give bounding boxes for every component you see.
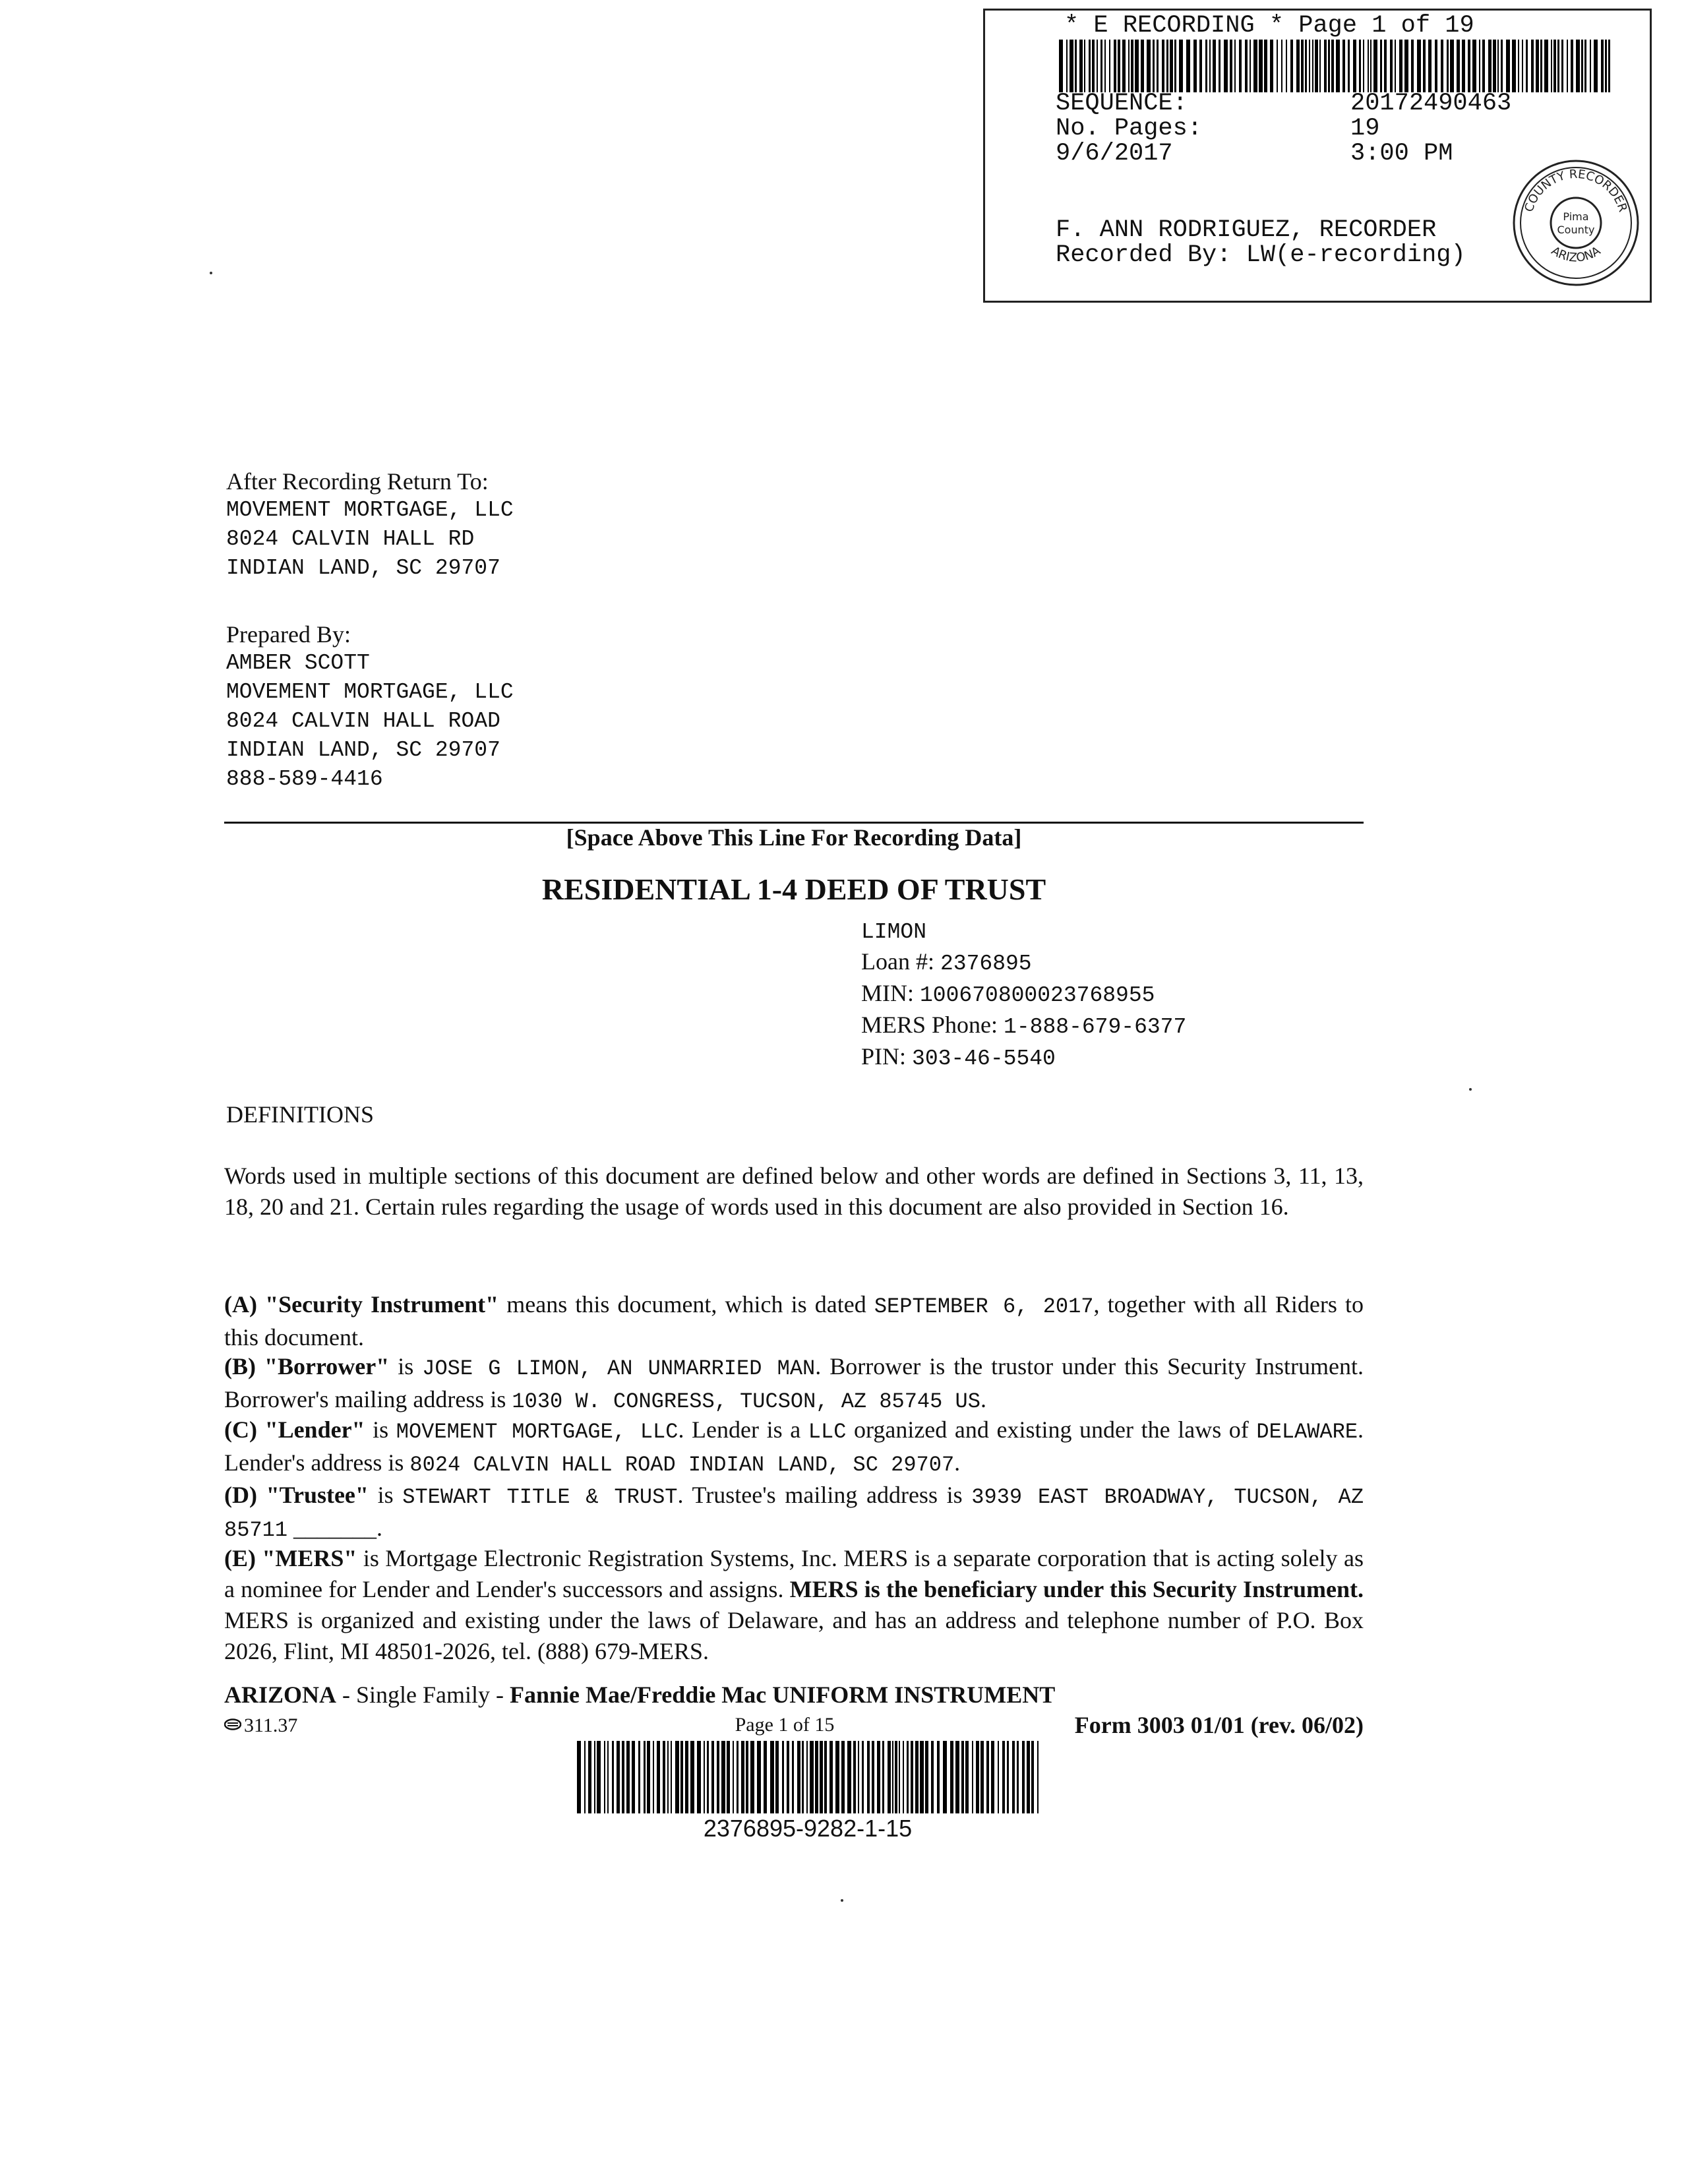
definition-text: is <box>365 1416 396 1443</box>
form-footer-title <box>224 1680 1364 1709</box>
document-date: SEPTEMBER 6, 2017 <box>874 1294 1094 1319</box>
definition-text: MERS is organized and existing under the laws of Delaware, and has an address and telephone number of P.O. Box 2026, Flint, MI 48501-2026, tel. (888) 679-MERS. <box>224 1607 1364 1664</box>
pages-label: No. Pages: <box>1056 115 1203 142</box>
record-date: 9/6/2017 <box>1056 140 1173 167</box>
definition-term: (B) "Borrower" <box>224 1353 390 1380</box>
definitions-intro: Words used in multiple sections of this document are defined below and other words are defined in Sections 3, 11, 13, 18, 20 and 21. Certain rules regarding the usage of words used in this document are also provided in Section 16. <box>224 1163 1364 1220</box>
borrower-name: JOSE G LIMON, AN UNMARRIED MAN <box>422 1356 816 1381</box>
scan-speck <box>210 272 212 274</box>
prepared-by-heading: Prepared By: <box>226 621 351 648</box>
definition-text: . Lender's address is <box>224 1416 1364 1476</box>
prepared-by-block <box>226 620 514 794</box>
sequence-label: SEQUENCE: <box>1056 90 1188 117</box>
definition-a <box>224 1289 1364 1353</box>
recorder-name: F. ANN RODRIGUEZ, RECORDER <box>1056 216 1437 244</box>
document-title: RESIDENTIAL 1-4 DEED OF TRUST <box>541 872 1046 906</box>
stamp-header: * E RECORDING * Page 1 of 19 <box>1064 12 1474 40</box>
form-version: 311.37 <box>244 1714 298 1736</box>
definition-text: . Borrower is the trustor under this Security Instrument. Borrower's mailing address is <box>224 1353 1364 1412</box>
prepared-by-line: 888-589-4416 <box>226 767 383 791</box>
return-to-line: 8024 CALVIN HALL RD <box>226 527 475 551</box>
return-to-block <box>226 467 514 583</box>
definition-term: (C) "Lender" <box>224 1416 365 1443</box>
lender-entity-type: LLC <box>808 1420 847 1444</box>
sequence-value: 20172490463 <box>1350 90 1512 117</box>
definition-text: , together with all Riders to this document. <box>224 1291 1364 1350</box>
definition-term: (D) "Trustee" <box>224 1482 369 1508</box>
definition-text: organized and existing under the laws of <box>846 1416 1257 1443</box>
return-to-line: INDIAN LAND, SC 29707 <box>226 556 500 580</box>
scan-speck <box>841 1899 843 1902</box>
barcode-text: 2376895-9282-1-15 <box>703 1815 913 1842</box>
definition-term: (E) "MERS" <box>224 1545 357 1571</box>
pin-number: 303-46-5540 <box>912 1046 1056 1071</box>
recording-stamp <box>983 9 1652 303</box>
loan-info-block <box>861 918 1186 1074</box>
return-to-line: MOVEMENT MORTGAGE, LLC <box>226 498 514 522</box>
recorded-by: Recorded By: LW(e-recording) <box>1056 241 1466 269</box>
definition-d <box>224 1480 1364 1546</box>
definition-text: _______. <box>287 1515 383 1541</box>
space-above-note: [Space Above This Line For Recording Data] <box>566 824 1022 851</box>
seal-inner-1: Pima <box>1563 210 1589 223</box>
trustee-name: STEWART TITLE & TRUST <box>402 1485 678 1509</box>
return-to-heading: After Recording Return To: <box>226 468 489 495</box>
definition-text: . Trustee's mailing address is <box>677 1482 972 1508</box>
trustee-address: 3939 EAST BROADWAY, TUCSON, AZ 85711 <box>224 1485 1364 1542</box>
loan-number: 2376895 <box>940 952 1032 976</box>
lender-state: DELAWARE <box>1256 1420 1358 1444</box>
pages-value: 19 <box>1350 115 1380 142</box>
definition-e <box>224 1543 1364 1667</box>
document-barcode <box>577 1741 1039 1813</box>
prepared-by-line: AMBER SCOTT <box>226 651 370 675</box>
footer-state: ARIZONA <box>224 1682 337 1708</box>
seal-inner-2: County <box>1557 224 1595 236</box>
scan-speck <box>1469 1088 1472 1091</box>
prepared-by-line: MOVEMENT MORTGAGE, LLC <box>226 680 514 704</box>
mers-phone: 1-888-679-6377 <box>1004 1015 1187 1039</box>
seal-bottom-text: ARIZONA <box>1548 243 1604 265</box>
lender-name: MOVEMENT MORTGAGE, LLC <box>396 1420 678 1444</box>
county-seal-icon <box>1510 157 1642 289</box>
definition-text: is <box>389 1353 423 1380</box>
definition-text: is <box>368 1482 403 1508</box>
form-number: Form 3003 01/01 (rev. 06/02) <box>1074 1712 1364 1738</box>
stamp-barcode <box>1059 40 1610 92</box>
vmp-logo-icon <box>224 1718 241 1730</box>
min-number: 100670800023768955 <box>920 983 1155 1008</box>
page-number: Page 1 of 15 <box>735 1714 835 1736</box>
pin-label: PIN: <box>861 1043 907 1070</box>
definitions-heading: DEFINITIONS <box>226 1101 374 1128</box>
footer-form-title: Fannie Mae/Freddie Mac UNIFORM INSTRUMENT <box>510 1682 1056 1708</box>
definition-b <box>224 1351 1364 1417</box>
lender-address: 8024 CALVIN HALL ROAD INDIAN LAND, SC 29707 <box>409 1453 955 1477</box>
borrower-surname: LIMON <box>861 920 927 944</box>
prepared-by-line: INDIAN LAND, SC 29707 <box>226 738 500 762</box>
definition-text: . <box>954 1449 961 1476</box>
record-time: 3:00 PM <box>1350 140 1453 167</box>
definition-text: . <box>980 1386 986 1412</box>
definition-text: means this document, which is dated <box>498 1291 874 1318</box>
footer-property-type: - Single Family - <box>336 1682 510 1708</box>
min-label: MIN: <box>861 980 914 1006</box>
mers-phone-label: MERS Phone: <box>861 1012 998 1038</box>
mers-beneficiary-statement: MERS is the beneficiary under this Security Instrument. <box>789 1576 1364 1602</box>
loan-number-label: Loan #: <box>861 948 934 975</box>
definition-term: (A) "Security Instrument" <box>224 1291 499 1318</box>
borrower-address: 1030 W. CONGRESS, TUCSON, AZ 85745 US <box>512 1389 980 1414</box>
seal-top-text: COUNTY RECORDER <box>1522 167 1630 214</box>
definition-text: . Lender is a <box>678 1416 808 1443</box>
prepared-by-line: 8024 CALVIN HALL ROAD <box>226 709 500 733</box>
definition-text: is Mortgage Electronic Registration Systems, Inc. MERS is a separate corporation that is acting solely as a nominee for Lender and Lender's successors and assigns. <box>224 1545 1364 1602</box>
definition-c <box>224 1414 1364 1480</box>
